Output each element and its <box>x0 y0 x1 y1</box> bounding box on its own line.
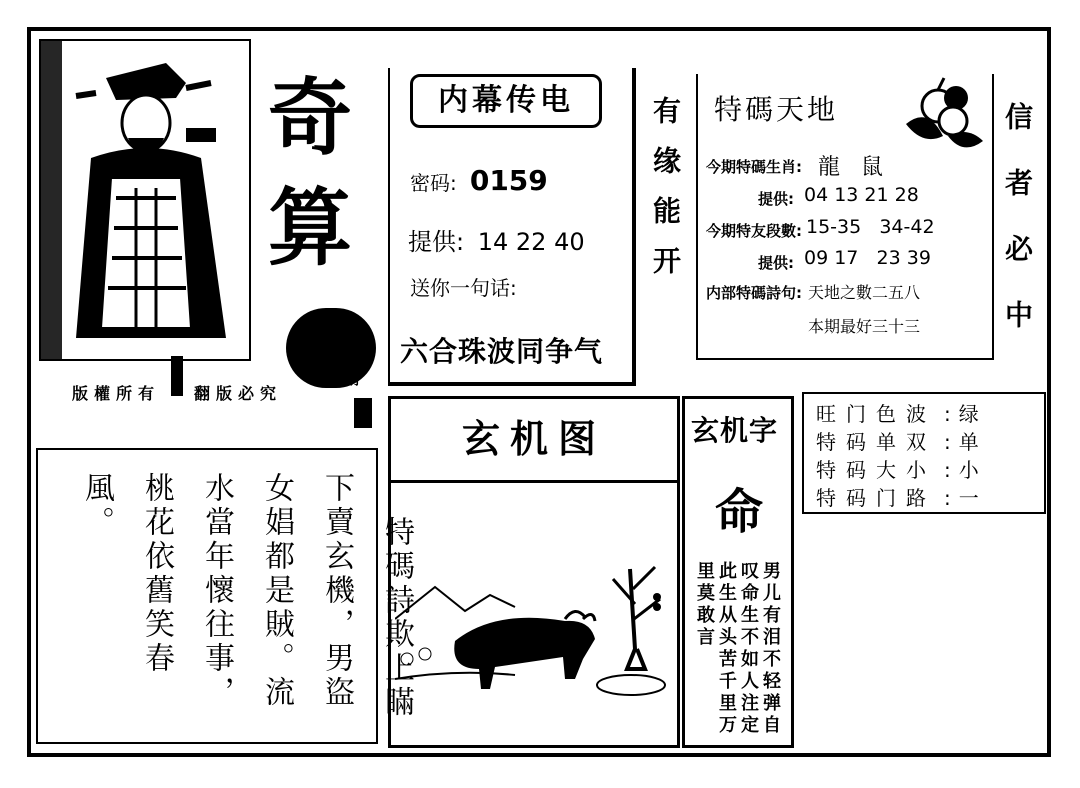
poem-line: 流水當年懷往事， <box>199 472 294 710</box>
stats-label: 特码门路 <box>816 486 936 510</box>
xinzhe-char: 者 <box>1001 168 1034 234</box>
zodiac-value: 龍 鼠 <box>818 155 883 180</box>
poem-box <box>36 448 414 744</box>
xinzhe-char: 必 <box>1001 234 1034 300</box>
neimu-heading: 内幕传电 <box>410 74 602 128</box>
xuanji-zi-char: 命 <box>715 484 764 540</box>
zodiac-provide-label: 提供: <box>758 190 794 208</box>
provide-row <box>408 222 585 257</box>
youyuan-char: 开 <box>649 246 682 296</box>
stats-value: 一 <box>958 486 989 510</box>
deity-panel <box>36 38 376 438</box>
password-label: 密码: <box>410 171 457 195</box>
xinzhe-char: 信 <box>1001 102 1034 168</box>
xuanji-tu-box <box>388 396 680 748</box>
xinzhe-column <box>1002 102 1032 366</box>
poem-line-2: 本期最好三十三 <box>808 317 921 336</box>
provide-label: 提供: <box>408 228 465 256</box>
stats-label: 特码大小 <box>816 458 936 482</box>
poem-body <box>66 472 426 738</box>
xinzhe-char: 中 <box>1001 300 1034 366</box>
fruit-icon <box>898 76 988 156</box>
xuanji-tu-heading: 玄机图 <box>391 399 677 483</box>
stats-row: 特码门路 : 一 <box>816 486 989 510</box>
youyuan-char: 能 <box>649 196 682 246</box>
poem-title: 特碼詩 <box>379 516 414 618</box>
youyuan-char: 有 <box>649 96 682 146</box>
copyright-left: 版權所有 <box>72 384 161 403</box>
segment-provide-value: 09 17 23 39 <box>804 247 931 269</box>
xuanji-zi-verse <box>693 561 781 743</box>
xuanji-zi-box <box>682 396 794 748</box>
verse-column: 男儿有泪不轻弹 <box>760 561 781 715</box>
poem-line: 欺上瞞下賣玄機， <box>319 472 414 720</box>
yak-landscape-illustration <box>395 549 675 739</box>
zodiac-provide-value: 04 13 21 28 <box>804 184 919 206</box>
copyright-right: 翻版必究 <box>194 384 283 403</box>
neimu-box <box>388 68 636 386</box>
stats-value: 单 <box>958 430 989 454</box>
stats-row: 特码大小 : 小 <box>816 458 989 482</box>
stats-value: 绿 <box>958 402 989 426</box>
saying-text: 六合珠波同争气 <box>400 335 604 368</box>
segment-label: 今期特友段數: <box>706 222 802 240</box>
tema-tiandi-box <box>696 74 994 360</box>
verse-column: 千里万里莫敢言 <box>694 561 737 737</box>
stats-row: 特码单双 : 单 <box>816 430 989 454</box>
segment-value: 15-35 34-42 <box>806 216 935 238</box>
xuanji-zi-heading: 玄机字 <box>691 414 779 447</box>
poem-line-1: 天地之數二五八 <box>808 283 921 302</box>
side-mark: 期 <box>344 370 360 388</box>
password-value: 0159 <box>469 164 548 197</box>
stats-label: 特码单双 <box>816 430 936 454</box>
stats-value: 小 <box>958 458 989 482</box>
stats-box <box>802 392 1046 514</box>
poem-line: 男盜女娼都是賊。 <box>259 472 354 710</box>
segment-provide-label: 提供: <box>758 254 794 272</box>
saying-label: 送你一句话: <box>410 276 517 300</box>
password-row <box>410 164 548 197</box>
poem-label: 内部特碼詩句: <box>706 284 802 302</box>
verse-column: 自叹命生不如人 <box>738 561 781 737</box>
poem-line: 桃花依舊笑春風。 <box>79 472 174 676</box>
title-char-1: 奇 <box>268 68 353 167</box>
title-char-2: 算 <box>268 178 353 277</box>
verse-column: 注定此生从头苦 <box>716 561 759 737</box>
stats-row: 旺门色波 : 绿 <box>816 402 989 426</box>
youyuan-char: 缘 <box>649 146 682 196</box>
stats-label: 旺门色波 <box>816 402 936 426</box>
provide-numbers: 14 22 40 <box>477 228 585 256</box>
youyuan-column <box>650 96 680 296</box>
tema-tiandi-heading: 特碼天地 <box>714 93 839 126</box>
zodiac-label: 今期特碼生肖: <box>706 158 802 176</box>
